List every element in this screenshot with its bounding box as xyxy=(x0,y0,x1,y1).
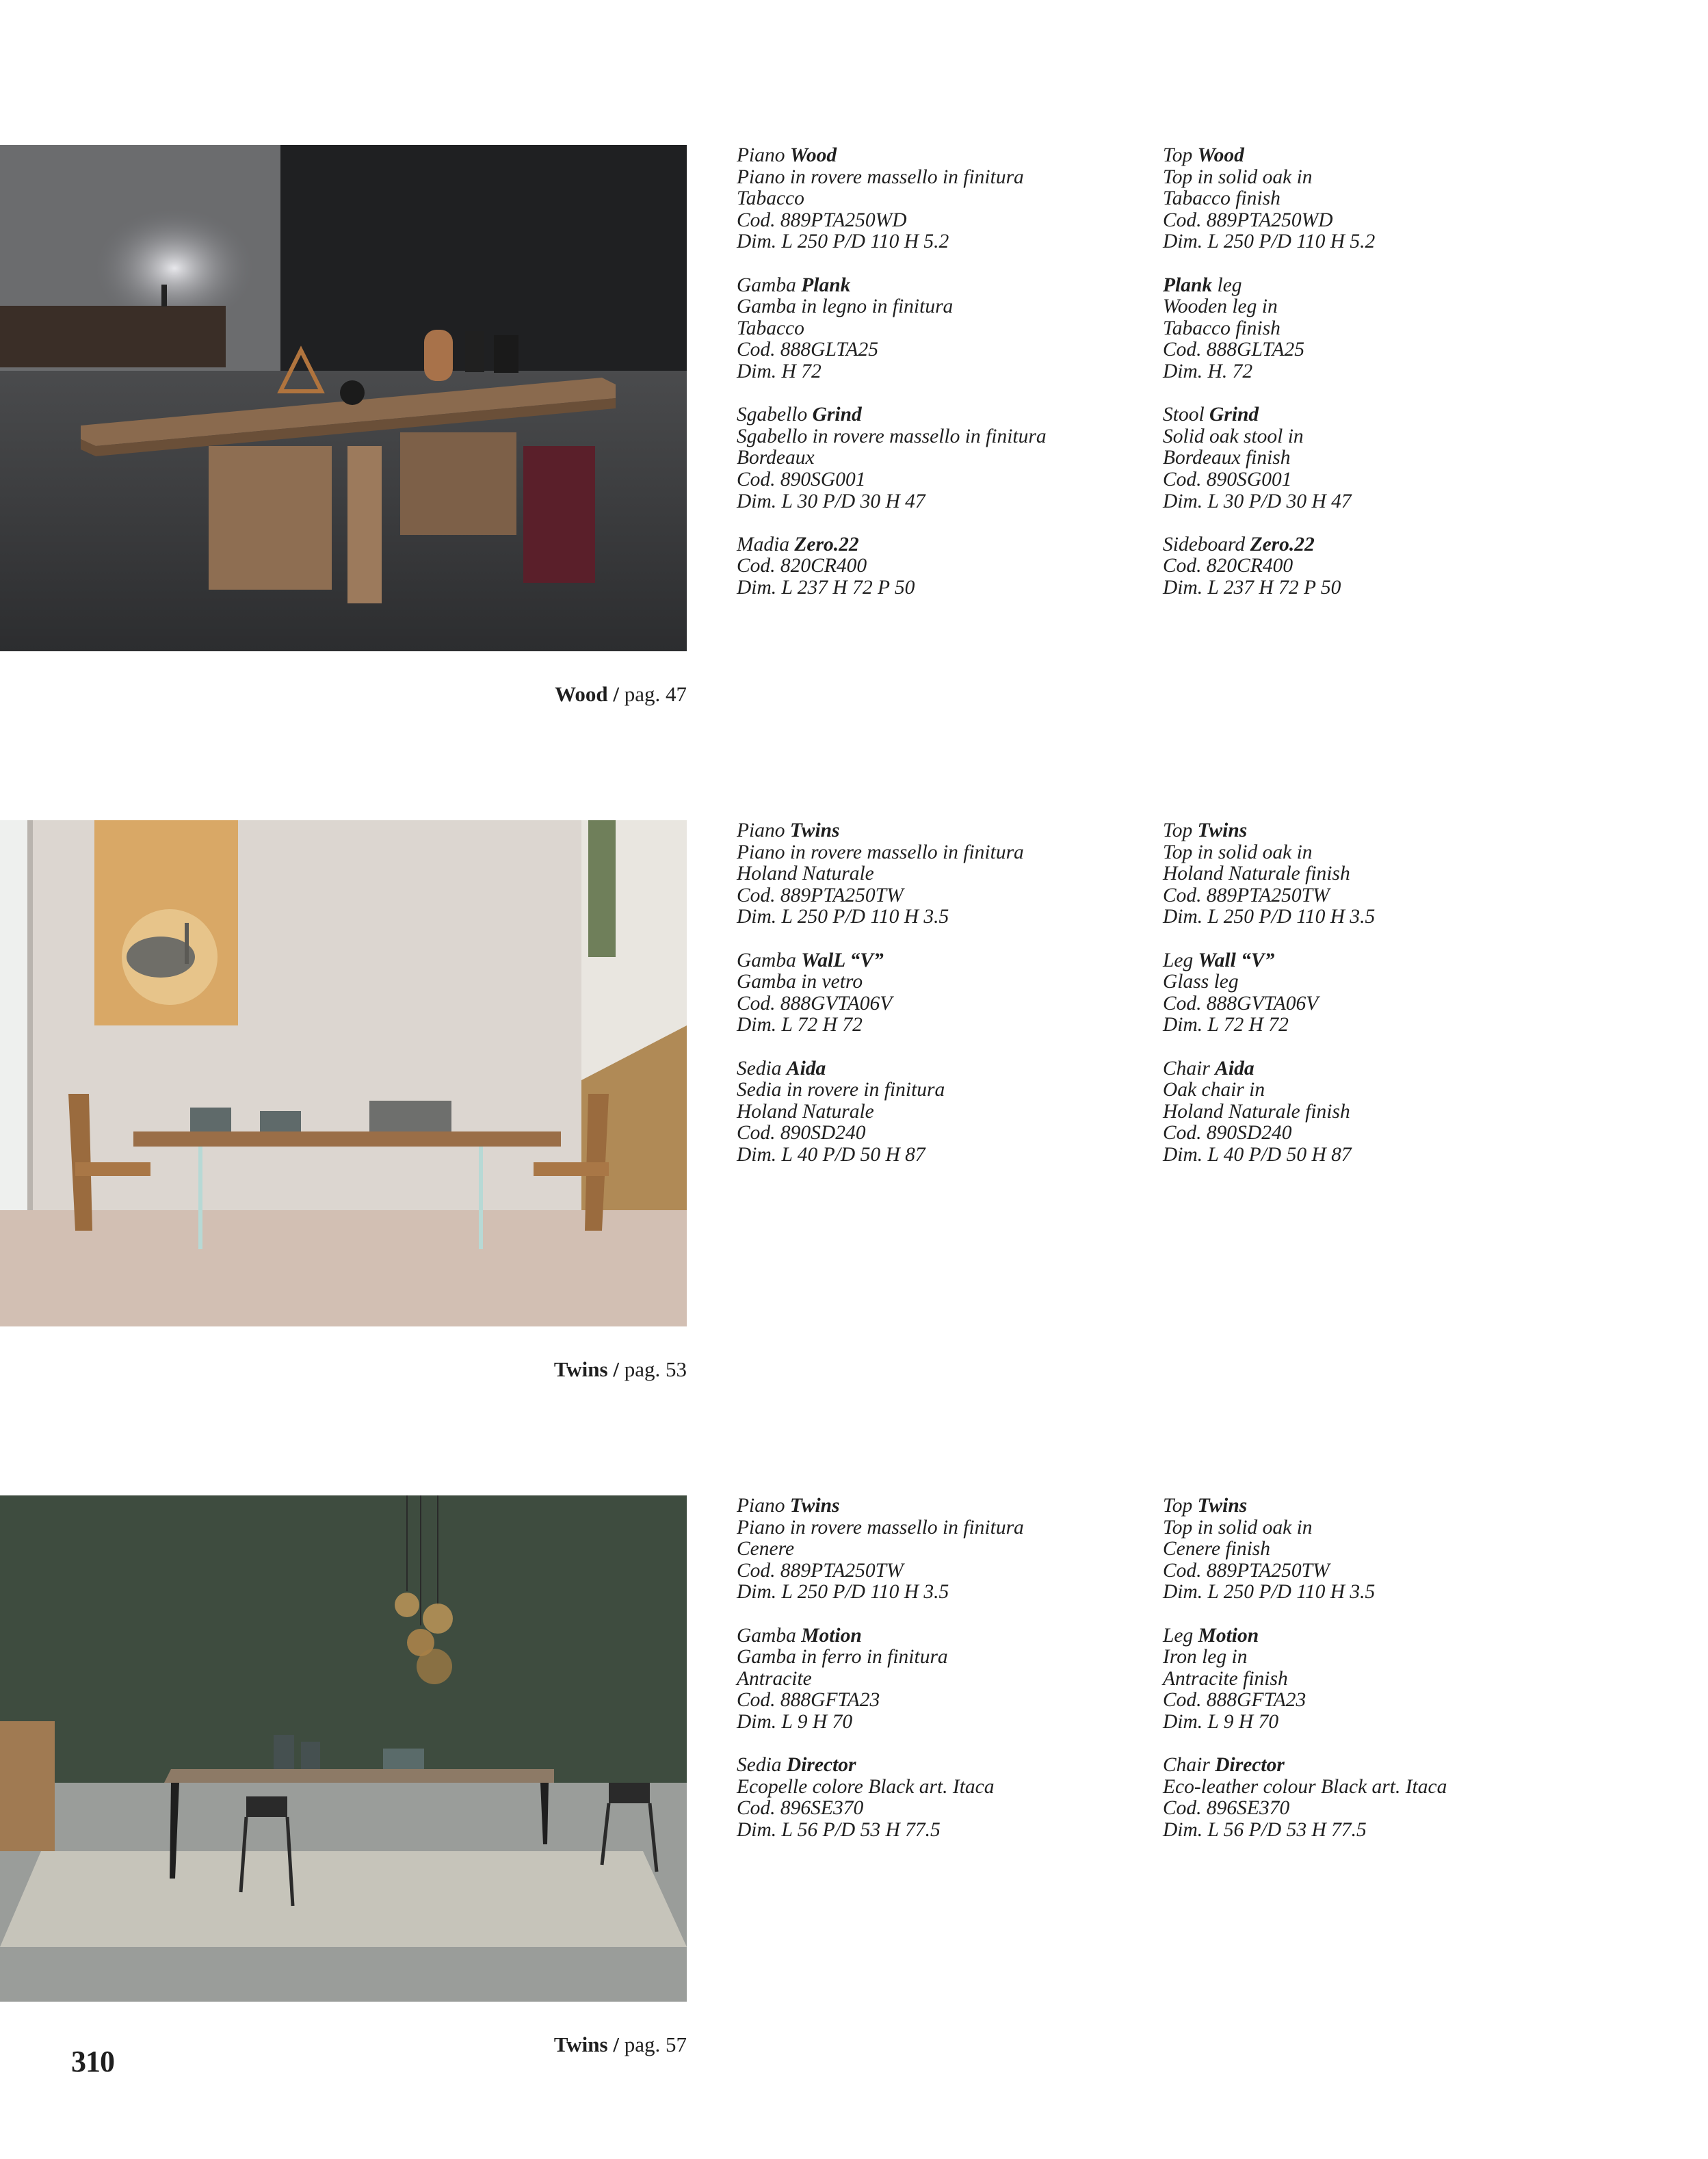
spec-heading xyxy=(1163,820,1546,842)
spec-heading xyxy=(1163,1755,1546,1777)
spec-product-name: Director xyxy=(786,1754,856,1777)
spec-dimensions: Dim. L 56 P/D 53 H 77.5 xyxy=(1163,1818,1367,1841)
caption-separator: / xyxy=(607,2032,625,2056)
english-spec-column xyxy=(1163,820,1546,1188)
spec-line: Antracite xyxy=(737,1667,812,1690)
spec-item xyxy=(737,1755,1120,1841)
spec-product-name: Twins xyxy=(1197,820,1248,841)
spec-line: Holand Naturale finish xyxy=(1163,863,1350,885)
spec-code: Cod. 890SD240 xyxy=(737,1122,866,1144)
spec-line: Ecopelle colore Black art. Itaca xyxy=(737,1775,995,1798)
spec-line: Gamba in vetro xyxy=(737,971,863,993)
italian-spec-column xyxy=(737,820,1120,1188)
spec-prefix: Gamba xyxy=(737,274,802,296)
spec-product-name: Wood xyxy=(789,144,837,166)
page-number: 310 xyxy=(71,2045,114,2078)
spec-prefix: Top xyxy=(1163,144,1198,166)
spec-item xyxy=(1163,1495,1546,1604)
spec-item xyxy=(737,534,1120,599)
spec-product-name: Director xyxy=(1215,1754,1285,1777)
spec-product-name: Plank xyxy=(801,274,851,296)
spec-product-name: Aida xyxy=(786,1057,826,1080)
spec-code: Cod. 890SG001 xyxy=(1163,468,1292,490)
spec-line: Piano in rovere massello in finitura xyxy=(737,1516,1024,1539)
spec-code: Cod. 888GFTA23 xyxy=(737,1689,880,1712)
spec-line: Tabacco finish xyxy=(1163,317,1280,339)
spec-heading xyxy=(1163,534,1546,556)
product-photo-twins-glass xyxy=(0,820,687,1326)
spec-code: Cod. 888GLTA25 xyxy=(1163,339,1305,361)
spec-line: Eco-leather colour Black art. Itaca xyxy=(1163,1775,1447,1798)
spec-line: Cenere xyxy=(737,1538,795,1560)
spec-line: Wooden leg in xyxy=(1163,296,1278,318)
spec-product-name: Wall “V” xyxy=(1198,949,1275,971)
spec-line: Gamba in ferro in finitura xyxy=(737,1646,948,1669)
spec-item xyxy=(1163,950,1546,1036)
product-photo-wood xyxy=(0,145,687,651)
spec-item xyxy=(737,1495,1120,1604)
spec-item xyxy=(737,1058,1120,1166)
spec-product-name: Aida xyxy=(1215,1057,1254,1080)
spec-dimensions: Dim. L 250 P/D 110 H 3.5 xyxy=(737,906,949,928)
caption-page-ref: pag. 57 xyxy=(624,2032,687,2056)
spec-line: Holand Naturale xyxy=(737,863,874,885)
photo-caption xyxy=(554,1357,687,1382)
spec-line: Antracite finish xyxy=(1163,1667,1288,1690)
spec-product-name: Wood xyxy=(1197,144,1244,166)
spec-code: Cod. 888GFTA23 xyxy=(1163,1689,1306,1712)
spec-product-name: Grind xyxy=(812,404,862,426)
spec-code: Cod. 889PTA250TW xyxy=(737,1559,904,1582)
spec-heading xyxy=(737,1058,1120,1080)
spec-line: Tabacco finish xyxy=(1163,187,1280,210)
spec-code: Cod. 888GVTA06V xyxy=(737,992,893,1015)
spec-prefix: Top xyxy=(1163,1495,1198,1517)
spec-dimensions: Dim. H. 72 xyxy=(1163,360,1253,382)
spec-product-name: Twins xyxy=(1197,1495,1248,1517)
spec-line: Piano in rovere massello in finitura xyxy=(737,841,1024,863)
spec-prefix: Gamba xyxy=(737,949,802,971)
spec-item xyxy=(1163,1058,1546,1166)
spec-product-name: Zero.22 xyxy=(1250,533,1315,555)
spec-heading xyxy=(737,1495,1120,1517)
spec-prefix: Sedia xyxy=(737,1057,787,1080)
spec-dimensions: Dim. L 40 P/D 50 H 87 xyxy=(1163,1143,1352,1166)
spec-heading xyxy=(737,820,1120,842)
spec-item xyxy=(1163,534,1546,599)
caption-page-ref: pag. 53 xyxy=(624,1357,687,1381)
spec-heading xyxy=(1163,404,1546,426)
spec-item xyxy=(1163,1755,1546,1841)
caption-collection-name: Wood xyxy=(555,682,608,706)
spec-prefix: Sedia xyxy=(737,1754,787,1777)
spec-line: Tabacco xyxy=(737,187,804,210)
spec-dimensions: Dim. L 72 H 72 xyxy=(1163,1014,1289,1036)
product-section-twins-iron xyxy=(0,1495,1708,2056)
spec-dimensions: Dim. L 72 H 72 xyxy=(737,1014,863,1036)
spec-code: Cod. 889PTA250WD xyxy=(737,209,907,231)
spec-line: Sedia in rovere in finitura xyxy=(737,1079,945,1101)
spec-prefix: Leg xyxy=(1163,949,1198,971)
spec-line: Top in solid oak in xyxy=(1163,1516,1313,1539)
spec-heading xyxy=(737,950,1120,972)
spec-line: Gamba in legno in finitura xyxy=(737,296,954,318)
spec-item xyxy=(1163,145,1546,253)
spec-dimensions: Dim. L 30 P/D 30 H 47 xyxy=(1163,490,1352,512)
spec-line: Holand Naturale finish xyxy=(1163,1100,1350,1123)
spec-product-name: Motion xyxy=(1198,1624,1259,1647)
spec-prefix: Piano xyxy=(737,144,790,166)
caption-collection-name: Twins xyxy=(553,2032,608,2056)
spec-heading xyxy=(1163,1625,1546,1647)
spec-dimensions: Dim. L 250 P/D 110 H 5.2 xyxy=(737,231,949,253)
spec-item xyxy=(737,145,1120,253)
spec-line: Iron leg in xyxy=(1163,1646,1248,1669)
spec-line: Top in solid oak in xyxy=(1163,841,1313,863)
spec-item xyxy=(737,950,1120,1036)
spec-dimensions: Dim. L 9 H 70 xyxy=(737,1710,853,1733)
spec-dimensions: Dim. L 237 H 72 P 50 xyxy=(737,576,915,599)
spec-dimensions: Dim. L 40 P/D 50 H 87 xyxy=(737,1143,925,1166)
spec-dimensions: Dim. L 250 P/D 110 H 5.2 xyxy=(1163,231,1376,253)
spec-line: Holand Naturale xyxy=(737,1100,874,1123)
spec-prefix: Piano xyxy=(737,820,790,841)
spec-heading xyxy=(737,1755,1120,1777)
spec-item xyxy=(1163,820,1546,928)
spec-item xyxy=(737,820,1120,928)
product-section-twins-glass xyxy=(0,820,1708,1381)
spec-prefix: Sgabello xyxy=(737,404,813,426)
spec-line: Sgabello in rovere massello in finitura xyxy=(737,425,1047,447)
photo-caption xyxy=(555,682,687,707)
spec-item xyxy=(1163,404,1546,512)
photo-caption xyxy=(554,2032,687,2057)
italian-spec-column xyxy=(737,1495,1120,1863)
spec-dimensions: Dim. L 56 P/D 53 H 77.5 xyxy=(737,1818,941,1841)
spec-line: Tabacco xyxy=(737,317,804,339)
spec-heading xyxy=(1163,275,1546,297)
spec-prefix: Stool xyxy=(1163,404,1210,426)
product-section-wood xyxy=(0,144,1708,706)
spec-line: Bordeaux finish xyxy=(1163,447,1291,469)
spec-heading xyxy=(1163,1495,1546,1517)
spec-suffix: leg xyxy=(1212,274,1242,296)
spec-dimensions: Dim. L 9 H 70 xyxy=(1163,1710,1279,1733)
spec-dimensions: Dim. L 237 H 72 P 50 xyxy=(1163,576,1341,599)
spec-dimensions: Dim. H 72 xyxy=(737,360,822,382)
spec-heading xyxy=(737,404,1120,426)
spec-line: Oak chair in xyxy=(1163,1079,1265,1101)
spec-code: Cod. 889PTA250TW xyxy=(1163,884,1330,906)
spec-prefix: Top xyxy=(1163,820,1198,841)
spec-heading xyxy=(1163,950,1546,972)
spec-heading xyxy=(1163,1058,1546,1080)
spec-product-name: Motion xyxy=(801,1624,862,1647)
caption-page-ref: pag. 47 xyxy=(624,682,687,706)
spec-prefix: Leg xyxy=(1163,1624,1198,1647)
spec-code: Cod. 896SE370 xyxy=(1163,1797,1290,1820)
spec-prefix: Sideboard xyxy=(1163,533,1250,555)
spec-prefix: Piano xyxy=(737,1495,790,1517)
english-spec-column xyxy=(1163,145,1546,620)
spec-heading xyxy=(737,534,1120,556)
spec-item xyxy=(1163,275,1546,383)
spec-item xyxy=(737,275,1120,383)
spec-heading xyxy=(737,145,1120,167)
spec-product-name: Plank xyxy=(1163,274,1213,296)
spec-prefix: Chair xyxy=(1163,1057,1216,1080)
spec-dimensions: Dim. L 250 P/D 110 H 3.5 xyxy=(1163,906,1376,928)
spec-code: Cod. 889PTA250WD xyxy=(1163,209,1333,231)
spec-line: Solid oak stool in xyxy=(1163,425,1304,447)
spec-prefix: Gamba xyxy=(737,1624,802,1647)
spec-line: Bordeaux xyxy=(737,447,815,469)
spec-code: Cod. 820CR400 xyxy=(737,555,867,577)
spec-dimensions: Dim. L 250 P/D 110 H 3.5 xyxy=(737,1581,949,1604)
spec-line: Top in solid oak in xyxy=(1163,166,1313,188)
spec-heading xyxy=(1163,145,1546,167)
spec-code: Cod. 888GLTA25 xyxy=(737,339,879,361)
spec-product-name: Twins xyxy=(789,820,840,841)
spec-product-name: Twins xyxy=(789,1495,840,1517)
spec-code: Cod. 890SD240 xyxy=(1163,1122,1292,1144)
spec-product-name: Zero.22 xyxy=(794,533,859,555)
italian-spec-column xyxy=(737,145,1120,620)
spec-dimensions: Dim. L 30 P/D 30 H 47 xyxy=(737,490,925,512)
spec-product-name: Grind xyxy=(1209,404,1259,426)
spec-item xyxy=(737,1625,1120,1733)
english-spec-column xyxy=(1163,1495,1546,1863)
spec-prefix: Chair xyxy=(1163,1754,1216,1777)
caption-separator: / xyxy=(607,682,625,706)
spec-code: Cod. 890SG001 xyxy=(737,468,866,490)
spec-product-name: WalL “V” xyxy=(801,949,884,971)
spec-line: Cenere finish xyxy=(1163,1538,1271,1560)
spec-code: Cod. 896SE370 xyxy=(737,1797,864,1820)
spec-item xyxy=(737,404,1120,512)
spec-heading xyxy=(737,1625,1120,1647)
spec-code: Cod. 889PTA250TW xyxy=(737,884,904,906)
spec-line: Piano in rovere massello in finitura xyxy=(737,166,1024,188)
spec-code: Cod. 889PTA250TW xyxy=(1163,1559,1330,1582)
spec-heading xyxy=(737,275,1120,297)
product-photo-twins-iron xyxy=(0,1495,687,2002)
spec-code: Cod. 820CR400 xyxy=(1163,555,1293,577)
caption-separator: / xyxy=(607,1357,625,1381)
spec-code: Cod. 888GVTA06V xyxy=(1163,992,1319,1015)
caption-collection-name: Twins xyxy=(553,1357,608,1381)
spec-dimensions: Dim. L 250 P/D 110 H 3.5 xyxy=(1163,1581,1376,1604)
spec-line: Glass leg xyxy=(1163,971,1239,993)
spec-item xyxy=(1163,1625,1546,1733)
spec-prefix: Madia xyxy=(737,533,795,555)
